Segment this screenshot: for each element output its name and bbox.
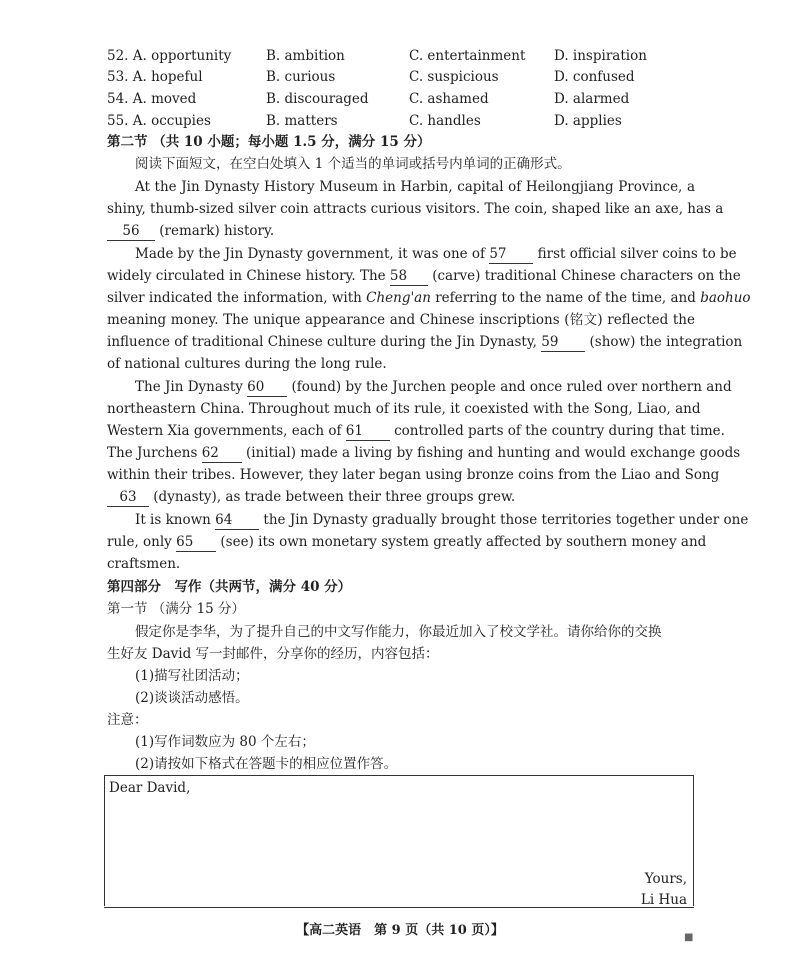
blank-61: 61 (346, 423, 390, 441)
letter-format-box (104, 775, 694, 906)
passage-line: It is known 64 the Jin Dynasty gradually brought those territories together under one (135, 512, 749, 528)
option-d: D. applies (554, 113, 622, 129)
passage-line: At the Jin Dynasty History Museum in Harbin, capital of Heilongjiang Province, a (135, 179, 695, 195)
blank-57: 57 (489, 246, 533, 264)
writing-prompt: 生好友 David 写一封邮件，分享你的经历，内容包括： (107, 646, 439, 662)
passage-line: The Jurchens 62 (initial) made a living by fishing and hunting and would exchange goods (107, 445, 741, 461)
option-c: C. ashamed (409, 91, 489, 107)
corner-mark: ■ (684, 932, 694, 943)
passage-line: within their tribes. However, they later began using bronze coins from the Liao and Song (107, 467, 720, 483)
passage-line: 63 (dynasty), as trade between their three groups grew. (107, 486, 695, 508)
option-b: B. discouraged (266, 91, 369, 107)
part4-subheading: 第一节 （满分 15 分） (107, 601, 246, 617)
letter-closing: Yours, (644, 871, 687, 887)
option-a: 52. A. opportunity (107, 48, 232, 64)
option-d: D. alarmed (554, 91, 630, 107)
passage-line: The Jin Dynasty 60 (found) by the Jurchen people and once ruled over northern and (135, 379, 732, 395)
passage-line: Western Xia governments, each of 61 controlled parts of the country during that time. (107, 423, 725, 439)
note-item: (1)写作词数应为 80 个左右； (135, 734, 315, 750)
blank-64: 64 (215, 512, 259, 530)
blank-60: 60 (247, 379, 287, 397)
part4-heading: 第四部分 写作（共两节，满分 40 分） (107, 579, 352, 595)
blank-59: 59 (541, 334, 585, 352)
blank-63: 63 (107, 489, 149, 507)
passage-line: rule, only 65 (see) its own monetary system greatly affected by southern money and (107, 534, 707, 550)
option-a: 54. A. moved (107, 91, 197, 107)
passage-line: silver indicated the information, with Cheng'an referring to the name of the time, and baohuo (107, 290, 751, 306)
passage-line: 56 (remark) history. (107, 220, 695, 242)
section2-instruction: 阅读下面短文，在空白处填入 1 个适当的单词或括号内单词的正确形式。 (135, 156, 571, 172)
letter-signature: Li Hua (640, 892, 687, 908)
passage-line: of national cultures during the long rule. (107, 356, 387, 372)
option-b: B. ambition (266, 48, 345, 64)
passage-line: influence of traditional Chinese culture during the Jin Dynasty, 59 (show) the integration (107, 334, 743, 350)
option-c: C. handles (409, 113, 481, 129)
blank-65: 65 (176, 534, 216, 552)
passage-line: meaning money. The unique appearance and Chinese inscriptions (铭文) reflected the (107, 312, 695, 328)
passage-line: northeastern China. Throughout much of its rule, it coexisted with the Song, Liao, and (107, 401, 701, 417)
option-b: B. curious (266, 69, 336, 85)
writing-prompt: 假定你是李华，为了提升自己的中文写作能力，你最近加入了校文学社。请你给你的交换 (135, 624, 662, 640)
option-b: B. matters (266, 113, 338, 129)
option-d: D. inspiration (554, 48, 647, 64)
prompt-item: (2)谈谈活动感悟。 (135, 690, 249, 706)
option-a: 55. A. occupies (107, 113, 211, 129)
option-d: D. confused (554, 69, 635, 85)
passage-line: widely circulated in Chinese history. The 58 (carve) traditional Chinese characters on the (107, 268, 741, 284)
option-c: C. suspicious (409, 69, 499, 85)
section2-heading: 第二节 （共 10 小题；每小题 1.5 分，满分 15 分） (107, 134, 431, 150)
blank-62: 62 (202, 445, 242, 463)
divider (104, 907, 694, 908)
passage-line: shiny, thumb-sized silver coin attracts curious visitors. The coin, shaped like an axe, has a (107, 201, 724, 217)
letter-salutation: Dear David, (109, 780, 191, 796)
blank-58: 58 (390, 268, 428, 286)
note-item: (2)请按如下格式在答题卡的相应位置作答。 (135, 756, 398, 772)
note-label: 注意： (107, 712, 148, 728)
passage-line: Made by the Jin Dynasty government, it was one of 57 first official silver coins to be (135, 246, 737, 262)
page-footer: 【高二英语 第 9 页（共 10 页）】 (296, 923, 504, 938)
prompt-item: (1)描写社团活动； (135, 668, 249, 684)
blank-56: 56 (107, 223, 155, 241)
passage-line: craftsmen. (107, 556, 181, 572)
option-a: 53. A. hopeful (107, 69, 203, 85)
option-c: C. entertainment (409, 48, 526, 64)
